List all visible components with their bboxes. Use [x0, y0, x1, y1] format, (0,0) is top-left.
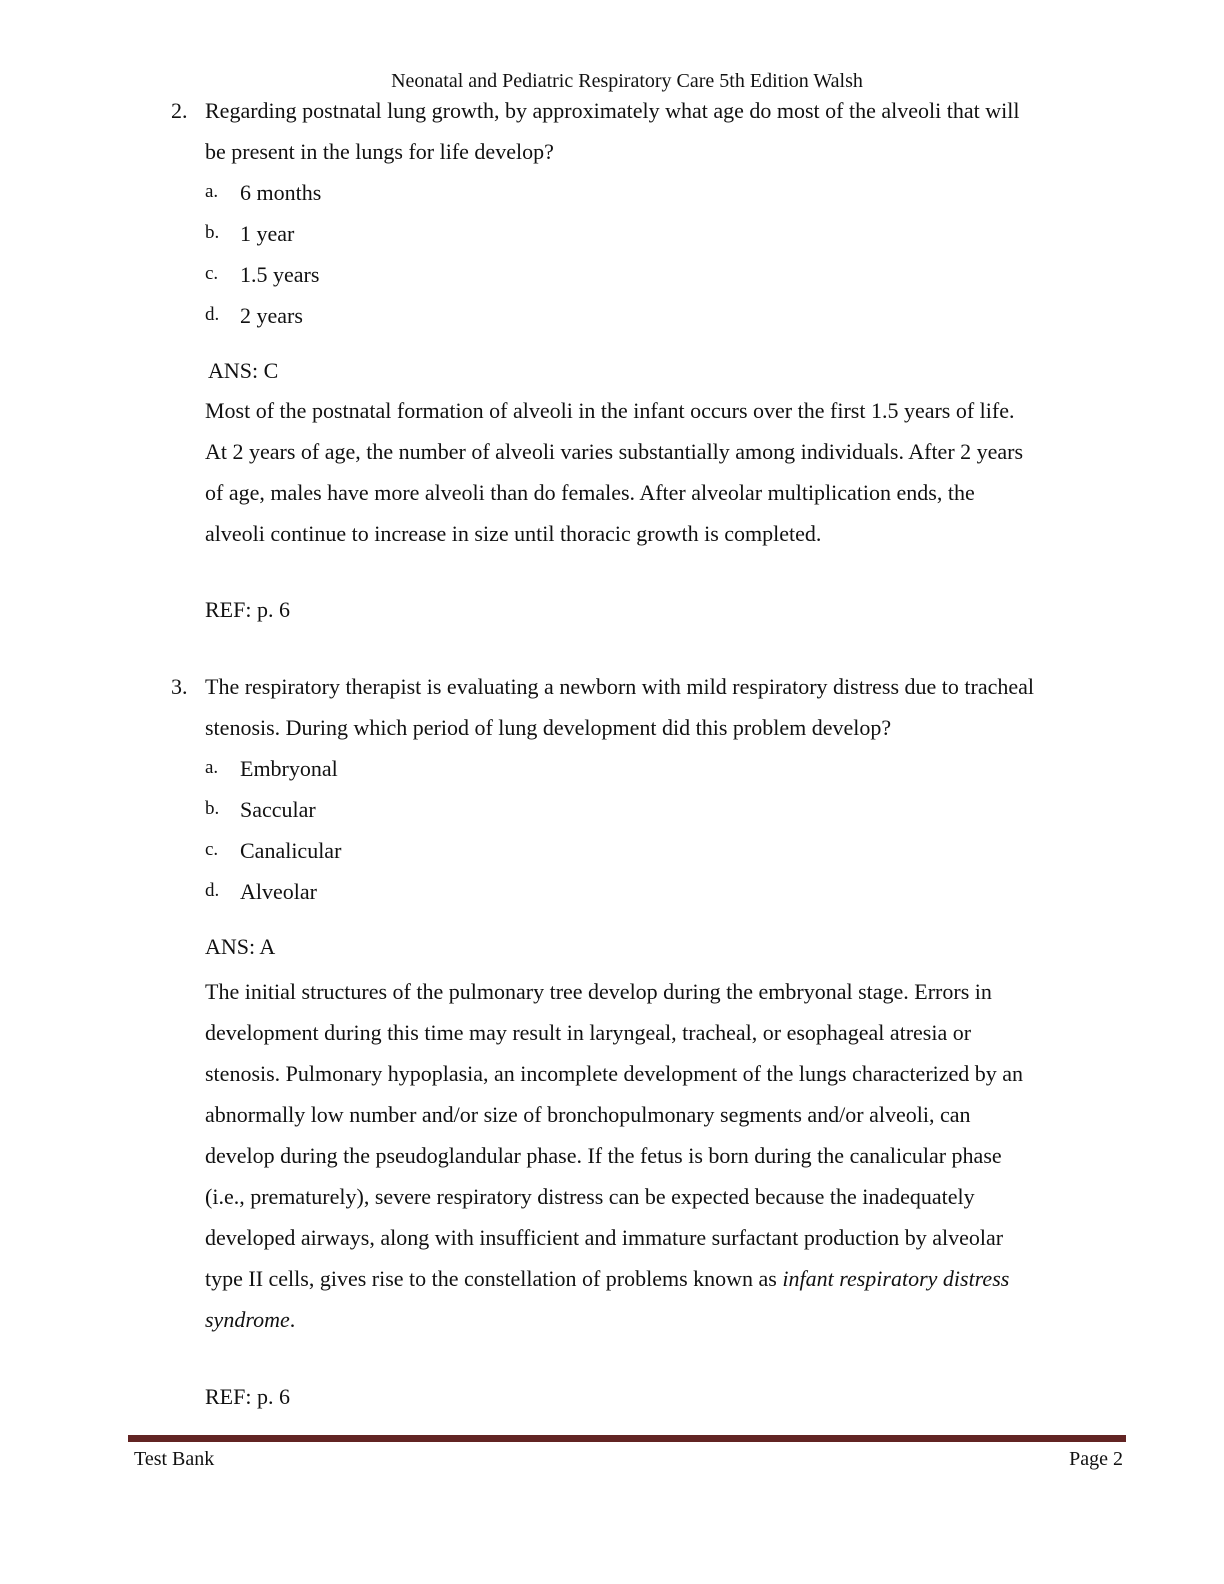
option-letter: b.: [205, 798, 220, 819]
rationale-italic-term: syndrome: [205, 1307, 290, 1332]
running-header: Neonatal and Pediatric Respiratory Care 5th Edition Walsh: [391, 70, 863, 92]
rationale-line: alveoli continue to increase in size until thoracic growth is completed.: [205, 521, 822, 546]
answer-key: ANS: C: [208, 358, 279, 383]
rationale-line: develop during the pseudoglandular phase. If the fetus is born during the canalicular phase: [205, 1143, 1002, 1168]
rationale-line: [205, 1266, 1009, 1292]
rationale-line: (i.e., prematurely), severe respiratory distress can be expected because the inadequately: [205, 1184, 975, 1209]
option-text: Alveolar: [240, 879, 317, 904]
page-number: Page 2: [1069, 1448, 1123, 1470]
question-stem-line: Regarding postnatal lung growth, by approximately what age do most of the alveoli that will: [205, 98, 1020, 123]
reference: REF: p. 6: [205, 597, 290, 622]
rationale-line: developed airways, along with insufficient and immature surfactant production by alveolar: [205, 1225, 1004, 1250]
option-letter: d.: [205, 880, 220, 901]
option-text: Canalicular: [240, 838, 342, 863]
rationale-line: of age, males have more alveoli than do females. After alveolar multiplication ends, the: [205, 480, 975, 505]
option-letter: a.: [205, 181, 219, 202]
option-text: Saccular: [240, 797, 316, 822]
question-stem-line: be present in the lungs for life develop?: [205, 139, 554, 164]
option-letter: c.: [205, 263, 219, 284]
rationale-line: abnormally low number and/or size of bronchopulmonary segments and/or alveoli, can: [205, 1102, 971, 1127]
rationale-text: .: [289, 1307, 296, 1332]
answer-key: ANS: A: [205, 934, 276, 959]
option-text: Embryonal: [240, 756, 338, 781]
rationale-italic-term: infant respiratory distress: [782, 1266, 1010, 1291]
rationale-line: Most of the postnatal formation of alveoli in the infant occurs over the first 1.5 years of life.: [205, 398, 1015, 423]
question-number: 2.: [171, 98, 188, 123]
option-text: 2 years: [240, 303, 303, 328]
option-letter: c.: [205, 839, 219, 860]
option-text: 6 months: [240, 180, 322, 205]
rationale-line: The initial structures of the pulmonary tree develop during the embryonal stage. Errors in: [205, 979, 992, 1004]
rationale-text: type II cells, gives rise to the constellation of problems known as: [205, 1266, 783, 1291]
option-letter: a.: [205, 757, 219, 778]
footer-rule: [128, 1435, 1126, 1442]
question-number: 3.: [171, 674, 188, 699]
reference: REF: p. 6: [205, 1384, 290, 1409]
question-stem-line: The respiratory therapist is evaluating a newborn with mild respiratory distress due to tracheal: [205, 674, 1035, 699]
rationale-line: development during this time may result in laryngeal, tracheal, or esophageal atresia or: [205, 1020, 972, 1045]
option-text: 1 year: [240, 221, 295, 246]
rationale-line: At 2 years of age, the number of alveoli varies substantially among individuals. After 2 years: [205, 439, 1024, 464]
option-letter: b.: [205, 222, 220, 243]
question-stem-line: stenosis. During which period of lung development did this problem develop?: [205, 715, 892, 740]
footer-left: Test Bank: [134, 1448, 215, 1470]
option-letter: d.: [205, 304, 220, 325]
rationale-line: [205, 1307, 295, 1333]
rationale-line: stenosis. Pulmonary hypoplasia, an incomplete development of the lungs characterized by an: [205, 1061, 1024, 1086]
option-text: 1.5 years: [240, 262, 320, 287]
